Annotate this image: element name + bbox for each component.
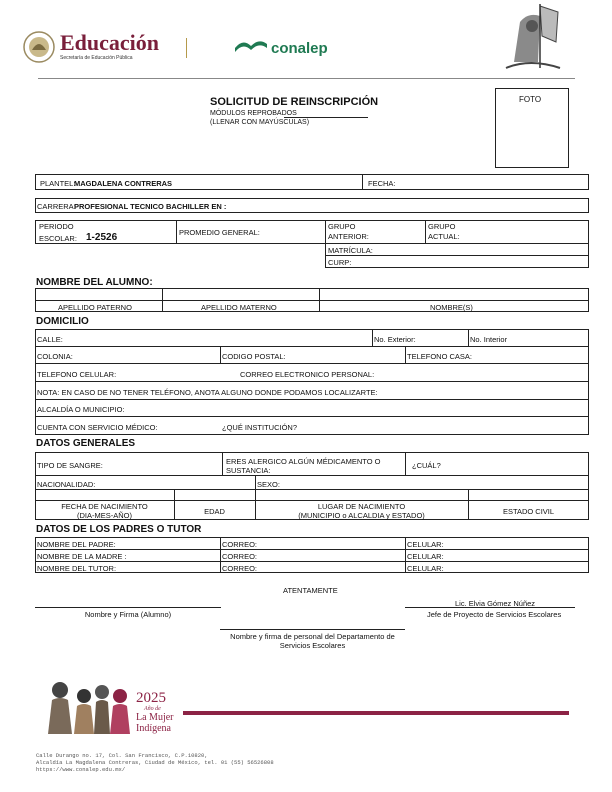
colonia-row[interactable] [35, 347, 589, 364]
nacionalidad-label: NACIONALIDAD: [37, 480, 96, 489]
domicilio-section-title: DOMICILIO [36, 316, 89, 327]
nombres-label: NOMBRE(S) [430, 303, 473, 312]
colonia-div1 [220, 347, 221, 364]
calle-div1 [372, 329, 373, 347]
calle-div2 [468, 329, 469, 347]
photo-box[interactable] [495, 88, 569, 168]
lugar-nac-label-2: (MUNICIPIO o ALCALDIA y ESTADO) [298, 511, 425, 520]
padres-div2 [405, 537, 406, 573]
carrera-value[interactable]: PROFESIONAL TECNICO BACHILLER EN : [74, 202, 227, 211]
footer-address-1: Calle Durango no. 17, Col. San Francisco, C.P.10820, [36, 752, 208, 759]
matricula-label: MATRÍCULA: [328, 246, 373, 255]
alcaldia-label: ALCALDÍA O MUNICIPIO: [37, 405, 125, 414]
indigenous-women-icon [44, 676, 134, 734]
indigenous-women-illustration [44, 676, 134, 734]
curp-row[interactable] [325, 256, 589, 268]
promedio-label: PROMEDIO GENERAL: [179, 228, 260, 237]
tutor-correo-label: CORREO: [222, 564, 258, 573]
curp-label: CURP: [328, 258, 352, 267]
sep-logo [22, 30, 182, 64]
sangre-div1 [222, 452, 223, 476]
grupo-actual-label-1: GRUPO [428, 222, 456, 231]
sep-subtitle: Secretaría de Educación Pública [60, 55, 133, 61]
header-rule [38, 78, 575, 79]
alumno-name-mid [35, 300, 589, 301]
periodo-div3 [425, 220, 426, 244]
colonia-label: COLONIA: [37, 352, 73, 361]
sep-brand-text: Educación [60, 30, 160, 55]
fecha-label: FECHA: [368, 179, 396, 188]
year-line-1: Año de [144, 706, 161, 712]
madre-celular-label: CELULAR: [407, 552, 444, 561]
form-title: SOLICITUD DE REINSCRIPCIÓN [210, 96, 379, 108]
telefono-celular-label: TELEFONO CELULAR: [37, 370, 117, 379]
madre-label: NOMBRE DE LA MADRE : [37, 552, 127, 561]
lugar-nac-label-1: LUGAR DE NACIMIENTO [317, 502, 406, 511]
plantel-divider [362, 174, 363, 190]
year-number: 2025 [136, 690, 166, 706]
periodo-label-2: ESCOLAR: [39, 234, 77, 243]
personal-signature-label-2: Servicios Escolares [279, 641, 346, 650]
madre-correo-label: CORREO: [222, 552, 258, 561]
periodo-div1 [176, 220, 177, 244]
padre-celular-label: CELULAR: [407, 540, 444, 549]
nacionalidad-div [255, 476, 256, 490]
cual-label: ¿CUÁL? [412, 461, 441, 470]
mexico-coat-of-arms-icon [22, 30, 56, 64]
estado-civil-label: ESTADO CIVIL [502, 507, 555, 516]
conalep-symbol-icon [233, 38, 269, 56]
tutor-label: NOMBRE DEL TUTOR: [37, 564, 117, 573]
no-interior-label: No. Interior [470, 335, 508, 344]
plantel-label: PLANTEL: [40, 179, 76, 188]
jefe-signature-label: Jefe de Proyecto de Servicios Escolares [427, 610, 562, 619]
personal-signature-label-1: Nombre y firma de personal del Departamento de [230, 632, 395, 641]
tutor-celular-label: CELULAR: [407, 564, 444, 573]
conalep-text: conalep [271, 40, 328, 57]
no-exterior-label: No. Exterior: [374, 335, 416, 344]
footer-url[interactable]: https://www.conalep.edu.mx/ [36, 766, 126, 773]
photo-label: FOTO [519, 95, 542, 104]
generales-section-title: DATOS GENERALES [36, 438, 136, 449]
grupo-anterior-label-1: GRUPO [328, 222, 356, 231]
sexo-label: SEXO: [257, 480, 280, 489]
edad-label: EDAD [204, 507, 225, 516]
codigo-postal-label: CODIGO POSTAL: [222, 352, 286, 361]
alumno-section-title: NOMBRE DEL ALUMNO: [36, 277, 153, 288]
year-line-2: La Mujer [136, 712, 174, 723]
nacionalidad-row[interactable] [35, 476, 589, 490]
telefono-casa-label: TELEFONO CASA: [407, 352, 473, 361]
fecha-nac-label-1: FECHA DE NACIMIENTO [61, 502, 148, 511]
padre-correo-label: CORREO: [222, 540, 258, 549]
nota-label: NOTA: EN CASO DE NO TENER TELÉFONO, ANOTA ALGUNO DONDE PODAMOS LOCALIZARTE: [37, 388, 378, 397]
header-divider [186, 38, 187, 58]
padres-section-title: DATOS DE LOS PADRES O TUTOR [36, 524, 202, 535]
alumno-signature-line[interactable] [35, 607, 221, 608]
periodo-block [35, 220, 589, 244]
sangre-div2 [405, 452, 406, 476]
year-line-3: Indígena [136, 723, 171, 734]
tipo-sangre-label: TIPO DE SANGRE: [37, 461, 103, 470]
heroine-illustration [500, 2, 566, 72]
alumno-signature-label: Nombre y Firma (Alumno) [84, 610, 172, 619]
footer-accent-bar [183, 711, 569, 715]
carrera-label: CARRERA: [37, 202, 76, 211]
alumno-div1 [162, 288, 163, 312]
colonia-div2 [405, 347, 406, 364]
year-logo [136, 690, 186, 734]
padre-label: NOMBRE DEL PADRE: [37, 540, 116, 549]
footer-address-2: Alcaldía La Magdalena Contreras, Ciudad de México, tel. 01 (55) 56526808 [36, 759, 274, 766]
periodo-value[interactable]: 1-2526 [86, 232, 118, 243]
padres-div1 [220, 537, 221, 573]
conalep-logo [233, 36, 343, 60]
modulos-line [284, 117, 368, 118]
institucion-label: ¿QUÉ INSTITUCIÓN? [222, 423, 298, 432]
grupo-actual-label-2: ACTUAL: [428, 232, 460, 241]
grupo-anterior-label-2: ANTERIOR: [328, 232, 369, 241]
plantel-value[interactable]: MAGDALENA CONTRERAS [74, 179, 173, 188]
personal-signature-line[interactable] [220, 629, 405, 630]
apellido-paterno-label: APELLIDO PATERNO [58, 303, 132, 312]
servicio-medico-label: CUENTA CON SERVICIO MÉDICO: [37, 423, 158, 432]
calle-label: CALLE: [37, 335, 63, 344]
alumno-div2 [319, 288, 320, 312]
alergico-label-1: ERES ALERGICO ALGÚN MÉDICAMENTO O [226, 457, 381, 466]
jefe-signature-line[interactable] [405, 607, 575, 608]
periodo-label-1: PERIODO [39, 222, 74, 231]
flag-heroine-icon [500, 2, 566, 72]
form-subtitle-modulos: MÓDULOS REPROBADOS [210, 110, 297, 117]
padres-row-line-1 [35, 549, 589, 550]
alergico-label-2: SUSTANCIA: [226, 466, 271, 475]
correo-personal-label: CORREO ELECTRONICO PERSONAL: [240, 370, 375, 379]
nacimiento-mid [35, 500, 589, 501]
fecha-nac-label-2: (DIA-MES-AÑO) [77, 511, 132, 520]
atentamente-label: ATENTAMENTE [283, 586, 338, 595]
padres-row-line-2 [35, 561, 589, 562]
apellido-materno-label: APELLIDO MATERNO [201, 303, 277, 312]
form-subtitle-mayusculas: (LLENAR CON MAYÚSCULAS) [210, 119, 310, 126]
lic-name: Lic. Elvia Gómez Núñez [455, 599, 536, 608]
